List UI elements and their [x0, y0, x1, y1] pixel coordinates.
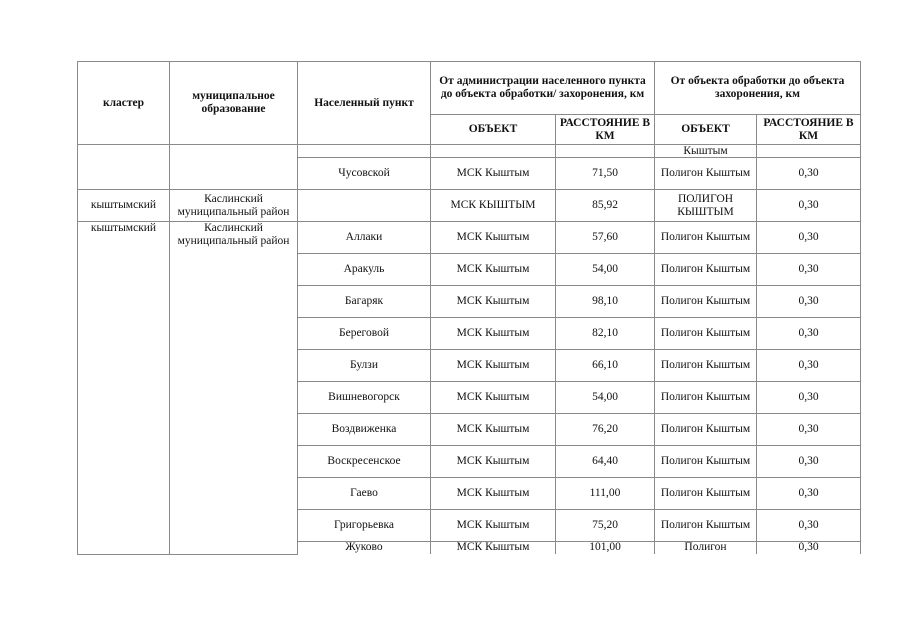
cell-object-1: МСК Кыштым [431, 254, 556, 286]
cell-object-2: Полигон Кыштым [655, 222, 757, 254]
cell-distance-2: 0,30 [757, 478, 861, 510]
cell-object-2: ПОЛИГОН КЫШТЫМ [655, 190, 757, 222]
header-group-admin-to-processing: От администрации населенного пункта до объекта обработки/ захоронения, км [431, 62, 655, 115]
cell-object-1: МСК Кыштым [431, 542, 556, 555]
cell-object-2: Полигон [655, 542, 757, 555]
cell-settlement: Береговой [298, 318, 431, 350]
cell-distance-2: 0,30 [757, 542, 861, 555]
cell-municipality [170, 145, 298, 190]
cell-settlement [298, 190, 431, 222]
header-cluster: кластер [78, 62, 170, 145]
cell-distance-1: 75,20 [556, 510, 655, 542]
cell-settlement: Гаево [298, 478, 431, 510]
cell-distance-1: 111,00 [556, 478, 655, 510]
cell-distance-2 [757, 145, 861, 158]
table-row [78, 222, 861, 254]
table-row [78, 145, 861, 158]
cell-cluster: кыштымский [78, 222, 170, 555]
cell-object-2: Полигон Кыштым [655, 510, 757, 542]
header-distance-1: РАССТОЯНИЕ В КМ [556, 115, 655, 145]
cell-settlement: Аракуль [298, 254, 431, 286]
cell-distance-1: 101,00 [556, 542, 655, 555]
cell-distance-1: 76,20 [556, 414, 655, 446]
cell-distance-1: 66,10 [556, 350, 655, 382]
header-object-2: ОБЪЕКТ [655, 115, 757, 145]
table-row [78, 190, 861, 222]
cell-object-1: МСК Кыштым [431, 318, 556, 350]
cell-distance-2: 0,30 [757, 382, 861, 414]
cell-distance-1 [556, 145, 655, 158]
cell-cluster: кыштымский [78, 190, 170, 222]
cell-object-2: Полигон Кыштым [655, 286, 757, 318]
cell-distance-1: 57,60 [556, 222, 655, 254]
cell-object-1: МСК Кыштым [431, 478, 556, 510]
cell-distance-1: 54,00 [556, 254, 655, 286]
cell-object-1: МСК Кыштым [431, 382, 556, 414]
cell-settlement: Жуково [298, 542, 431, 555]
cell-object-1: МСК Кыштым [431, 286, 556, 318]
cell-distance-1: 71,50 [556, 158, 655, 190]
cell-distance-2: 0,30 [757, 414, 861, 446]
cell-settlement: Чусовской [298, 158, 431, 190]
cell-object-2: Полигон Кыштым [655, 478, 757, 510]
cell-distance-2: 0,30 [757, 254, 861, 286]
cell-settlement: Вишневогорск [298, 382, 431, 414]
cell-object-2: Полигон Кыштым [655, 446, 757, 478]
cell-municipality: Каслинский муниципальный район [170, 222, 298, 555]
cell-distance-1: 82,10 [556, 318, 655, 350]
cell-cluster [78, 145, 170, 190]
cell-settlement: Воздвиженка [298, 414, 431, 446]
header-object-1: ОБЪЕКТ [431, 115, 556, 145]
cell-distance-2: 0,30 [757, 286, 861, 318]
cell-object-2: Полигон Кыштым [655, 254, 757, 286]
cell-settlement [298, 145, 431, 158]
cell-distance-2: 0,30 [757, 222, 861, 254]
cell-distance-1: 98,10 [556, 286, 655, 318]
cell-distance-2: 0,30 [757, 158, 861, 190]
cell-object-1: МСК Кыштым [431, 446, 556, 478]
cell-distance-1: 54,00 [556, 382, 655, 414]
cell-object-1: МСК Кыштым [431, 510, 556, 542]
cell-distance-1: 64,40 [556, 446, 655, 478]
cell-object-2: Полигон Кыштым [655, 382, 757, 414]
cell-object-1: МСК КЫШТЫМ [431, 190, 556, 222]
cell-object-2: Полигон Кыштым [655, 318, 757, 350]
cell-municipality: Каслинский муниципальный район [170, 190, 298, 222]
cell-object-1: МСК Кыштым [431, 414, 556, 446]
header-settlement: Населенный пункт [298, 62, 431, 145]
cell-distance-2: 0,30 [757, 350, 861, 382]
cell-object-1: МСК Кыштым [431, 350, 556, 382]
header-row-1 [78, 62, 861, 115]
cell-settlement: Аллаки [298, 222, 431, 254]
header-group-processing-to-burial: От объекта обработки до объекта захоронения, км [655, 62, 861, 115]
cell-object-1 [431, 145, 556, 158]
cell-settlement: Воскресенское [298, 446, 431, 478]
distance-table [77, 61, 861, 555]
header-municipality: муниципальное образование [170, 62, 298, 145]
cell-distance-2: 0,30 [757, 510, 861, 542]
cell-settlement: Булзи [298, 350, 431, 382]
cell-distance-2: 0,30 [757, 318, 861, 350]
cell-object-1: МСК Кыштым [431, 158, 556, 190]
header-distance-2: РАССТОЯНИЕ В КМ [757, 115, 861, 145]
cell-object-2: Полигон Кыштым [655, 158, 757, 190]
cell-settlement: Багаряк [298, 286, 431, 318]
cell-object-1: МСК Кыштым [431, 222, 556, 254]
cell-distance-2: 0,30 [757, 190, 861, 222]
cell-distance-2: 0,30 [757, 446, 861, 478]
cell-object-2: Кыштым [655, 145, 757, 158]
cell-object-2: Полигон Кыштым [655, 350, 757, 382]
cell-distance-1: 85,92 [556, 190, 655, 222]
cell-settlement: Григорьевка [298, 510, 431, 542]
cell-object-2: Полигон Кыштым [655, 414, 757, 446]
